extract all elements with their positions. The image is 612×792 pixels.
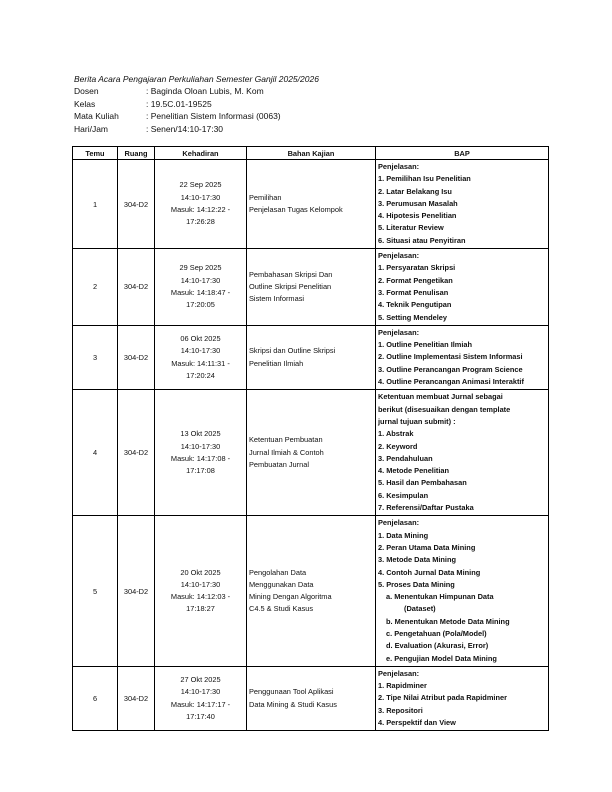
bap-line: 1. Outline Penelitian Ilmiah: [378, 340, 473, 350]
bap-line: 3. Metode Data Mining: [378, 555, 457, 565]
bahan-line: Penjelasan Tugas Kelompok: [249, 205, 343, 215]
bap-line: 2. Peran Utama Data Mining: [378, 542, 476, 552]
bap-line: 3. Perumusan Masalah: [378, 198, 458, 208]
bap-line: 6. Kesimpulan: [378, 490, 429, 500]
kehadiran-line: 14:10-17:30: [180, 275, 221, 285]
bap-line: 5. Setting Mendeley: [378, 312, 447, 322]
bap-line: Penjelasan:: [378, 327, 420, 337]
cell-bap: [376, 666, 549, 730]
cell-bahan-kajian: [247, 249, 376, 326]
cell-bap: [376, 249, 549, 326]
bap-line: 2. Tipe Nilai Atribut pada Rapidminer: [378, 693, 507, 703]
kehadiran-line: 14:10-17:30: [180, 687, 221, 697]
cell-temu: 3: [73, 325, 118, 389]
bahan-line: Pembuatan Jurnal: [249, 459, 309, 469]
bap-line: 6. Situasi atau Penyitiran: [378, 235, 466, 245]
bap-table: [72, 146, 549, 731]
bap-line: e. Pengujian Model Data Mining: [386, 653, 497, 663]
cell-temu: 5: [73, 516, 118, 667]
field-value: : Penelitian Sistem Informasi (0063): [146, 111, 281, 122]
bahan-line: Pembahasan Skripsi Dan: [249, 269, 333, 279]
cell-ruang: 304-D2: [118, 325, 155, 389]
document-title: Berita Acara Pengajaran Perkuliahan Semester Ganjil 2025/2026: [74, 74, 319, 84]
bahan-line: Ketentuan Pembuatan: [249, 435, 323, 445]
bap-line: 4. Contoh Jurnal Data Mining: [378, 567, 481, 577]
cell-bahan-kajian: [247, 160, 376, 249]
cell-ruang: 304-D2: [118, 516, 155, 667]
cell-bap: [376, 516, 549, 667]
bap-line: 3. Format Penulisan: [378, 287, 449, 297]
table-row: [73, 390, 549, 516]
kehadiran-line: 22 Sep 2025: [179, 180, 222, 190]
bahan-line: Data Mining & Studi Kasus: [249, 699, 337, 709]
kehadiran-line: 14:10-17:30: [180, 192, 221, 202]
bahan-line: Sistem Informasi: [249, 294, 305, 304]
bap-line: 1. Rapidminer: [378, 681, 427, 691]
bap-line: 5. Hasil dan Pembahasan: [378, 478, 467, 488]
cell-bap: [376, 390, 549, 516]
bap-line: (Dataset): [404, 604, 436, 614]
col-header-kehadiran: Kehadiran: [155, 147, 247, 160]
field-label: Hari/Jam: [74, 123, 109, 134]
bap-line: b. Menentukan Metode Data Mining: [386, 616, 510, 626]
kehadiran-line: Masuk: 14:18:47 -: [170, 287, 231, 297]
kehadiran-line: 27 Okt 2025: [180, 675, 221, 685]
cell-bahan-kajian: [247, 390, 376, 516]
bap-line: 3. Repositori: [378, 705, 423, 715]
col-header-bap: BAP: [376, 147, 549, 160]
cell-kehadiran: [155, 160, 247, 249]
kehadiran-line: 14:10-17:30: [180, 346, 221, 356]
bap-line: 4. Perspektif dan View: [378, 718, 456, 728]
bahan-line: Menggunakan Data: [249, 579, 314, 589]
kehadiran-line: Masuk: 14:17:08 -: [170, 453, 231, 463]
field-value: : Senen/14:10-17:30: [146, 123, 224, 134]
cell-temu: 2: [73, 249, 118, 326]
kehadiran-line: 06 Okt 2025: [180, 334, 221, 343]
header-row-kelas: [74, 98, 319, 110]
bap-line: 4. Outline Perancangan Animasi Interaktif: [378, 377, 524, 387]
bap-line: Ketentuan membuat Jurnal sebagai: [378, 392, 503, 402]
kehadiran-line: Masuk: 14:17:17 -: [170, 699, 231, 709]
cell-bahan-kajian: [247, 325, 376, 389]
kehadiran-line: 17:18:27: [186, 604, 215, 614]
cell-bahan-kajian: [247, 516, 376, 667]
bap-line: 2. Format Pengetikan: [378, 275, 453, 285]
header-row-mata-kuliah: [74, 110, 319, 122]
col-header-bahan-kajian: Bahan Kajian: [247, 147, 376, 160]
kehadiran-line: Masuk: 14:12:22 -: [170, 205, 231, 215]
document-header: [74, 73, 319, 135]
bap-line: berikut (disesuaikan dengan template: [378, 404, 511, 414]
field-label: Kelas: [74, 98, 96, 109]
bap-line: 7. Referensi/Daftar Pustaka: [378, 503, 474, 513]
col-header-ruang: Ruang: [118, 147, 155, 160]
table-row: [73, 666, 549, 730]
bap-line: 2. Keyword: [378, 441, 418, 451]
field-value: : 19.5C.01-19525: [146, 98, 212, 109]
cell-kehadiran: [155, 390, 247, 516]
bahan-line: Outline Skripsi Penelitian: [249, 281, 332, 291]
bap-line: 4. Metode Penelitian: [378, 466, 450, 476]
kehadiran-line: 14:10-17:30: [180, 579, 221, 589]
bahan-line: Skripsi dan Outline Skripsi: [249, 346, 336, 356]
bap-line: 5. Proses Data Mining: [378, 579, 455, 589]
bap-line: 1. Pemilihan Isu Penelitian: [378, 174, 471, 184]
cell-temu: 6: [73, 666, 118, 730]
table-row: [73, 325, 549, 389]
bap-line: 1. Data Mining: [378, 530, 429, 540]
cell-kehadiran: [155, 325, 247, 389]
cell-ruang: 304-D2: [118, 160, 155, 249]
kehadiran-line: 17:20:05: [186, 300, 215, 310]
kehadiran-line: 17:17:40: [186, 711, 215, 721]
kehadiran-line: Masuk: 14:12:03 -: [170, 592, 231, 602]
bap-line: 4. Teknik Pengutipan: [378, 300, 452, 310]
kehadiran-line: 13 Okt 2025: [180, 429, 221, 439]
bap-line: 1. Abstrak: [378, 429, 414, 439]
table-header-row: [73, 147, 549, 160]
kehadiran-line: 17:17:08: [186, 466, 215, 476]
col-header-temu: Temu: [73, 147, 118, 160]
table-row: [73, 249, 549, 326]
cell-ruang: 304-D2: [118, 390, 155, 516]
bap-line: Penjelasan:: [378, 518, 420, 528]
cell-bap: [376, 325, 549, 389]
bap-line: 2. Latar Belakang Isu: [378, 186, 452, 196]
field-label: Dosen: [74, 86, 99, 97]
bap-line: Penjelasan:: [378, 162, 420, 171]
field-value: : Baginda Oloan Lubis, M. Kom: [146, 86, 264, 97]
bap-line: 2. Outline Implementasi Sistem Informasi: [378, 352, 523, 362]
cell-kehadiran: [155, 666, 247, 730]
cell-ruang: 304-D2: [118, 249, 155, 326]
bap-line: 3. Outline Perancangan Program Science: [378, 364, 523, 374]
cell-temu: 4: [73, 390, 118, 516]
bahan-line: Jurnal Ilmiah & Contoh: [249, 447, 324, 457]
cell-bahan-kajian: [247, 666, 376, 730]
cell-kehadiran: [155, 249, 247, 326]
bap-line: c. Pengetahuan (Pola/Model): [386, 628, 487, 638]
kehadiran-line: 20 Okt 2025: [180, 567, 221, 577]
cell-bap: [376, 160, 549, 249]
bap-line: 1. Persyaratan Skripsi: [378, 263, 456, 273]
bahan-line: C4.5 & Studi Kasus: [249, 604, 314, 614]
kehadiran-line: 17:26:28: [186, 217, 215, 227]
cell-kehadiran: [155, 516, 247, 667]
bahan-line: Pemilihan: [249, 192, 282, 202]
cell-temu: 1: [73, 160, 118, 249]
bap-line: d. Evaluation (Akurasi, Error): [386, 641, 489, 651]
bap-line: a. Menentukan Himpunan Data: [386, 592, 494, 602]
bahan-line: Pengolahan Data: [249, 567, 307, 577]
bahan-line: Penelitian Ilmiah: [249, 358, 304, 368]
bap-line: Penjelasan:: [378, 668, 420, 678]
header-row-dosen: [74, 85, 319, 97]
bap-line: Penjelasan:: [378, 251, 420, 261]
bap-line: jurnal tujuan submit) :: [378, 416, 456, 426]
field-label: Mata Kuliah: [74, 111, 119, 122]
bahan-line: Mining Dengan Algoritma: [249, 592, 332, 602]
kehadiran-line: Masuk: 14:11:31 -: [171, 358, 230, 368]
table-row: [73, 516, 549, 667]
kehadiran-line: 14:10-17:30: [180, 441, 221, 451]
table-row: [73, 160, 549, 249]
kehadiran-line: 17:20:24: [186, 370, 215, 380]
kehadiran-line: 29 Sep 2025: [179, 263, 222, 273]
bahan-line: Penggunaan Tool Aplikasi: [249, 687, 334, 697]
cell-ruang: 304-D2: [118, 666, 155, 730]
header-row-hari-jam: [74, 123, 319, 135]
bap-line: 3. Pendahuluan: [378, 453, 433, 463]
bap-line: 4. Hipotesis Penelitian: [378, 211, 457, 221]
bap-line: 5. Literatur Review: [378, 223, 444, 233]
